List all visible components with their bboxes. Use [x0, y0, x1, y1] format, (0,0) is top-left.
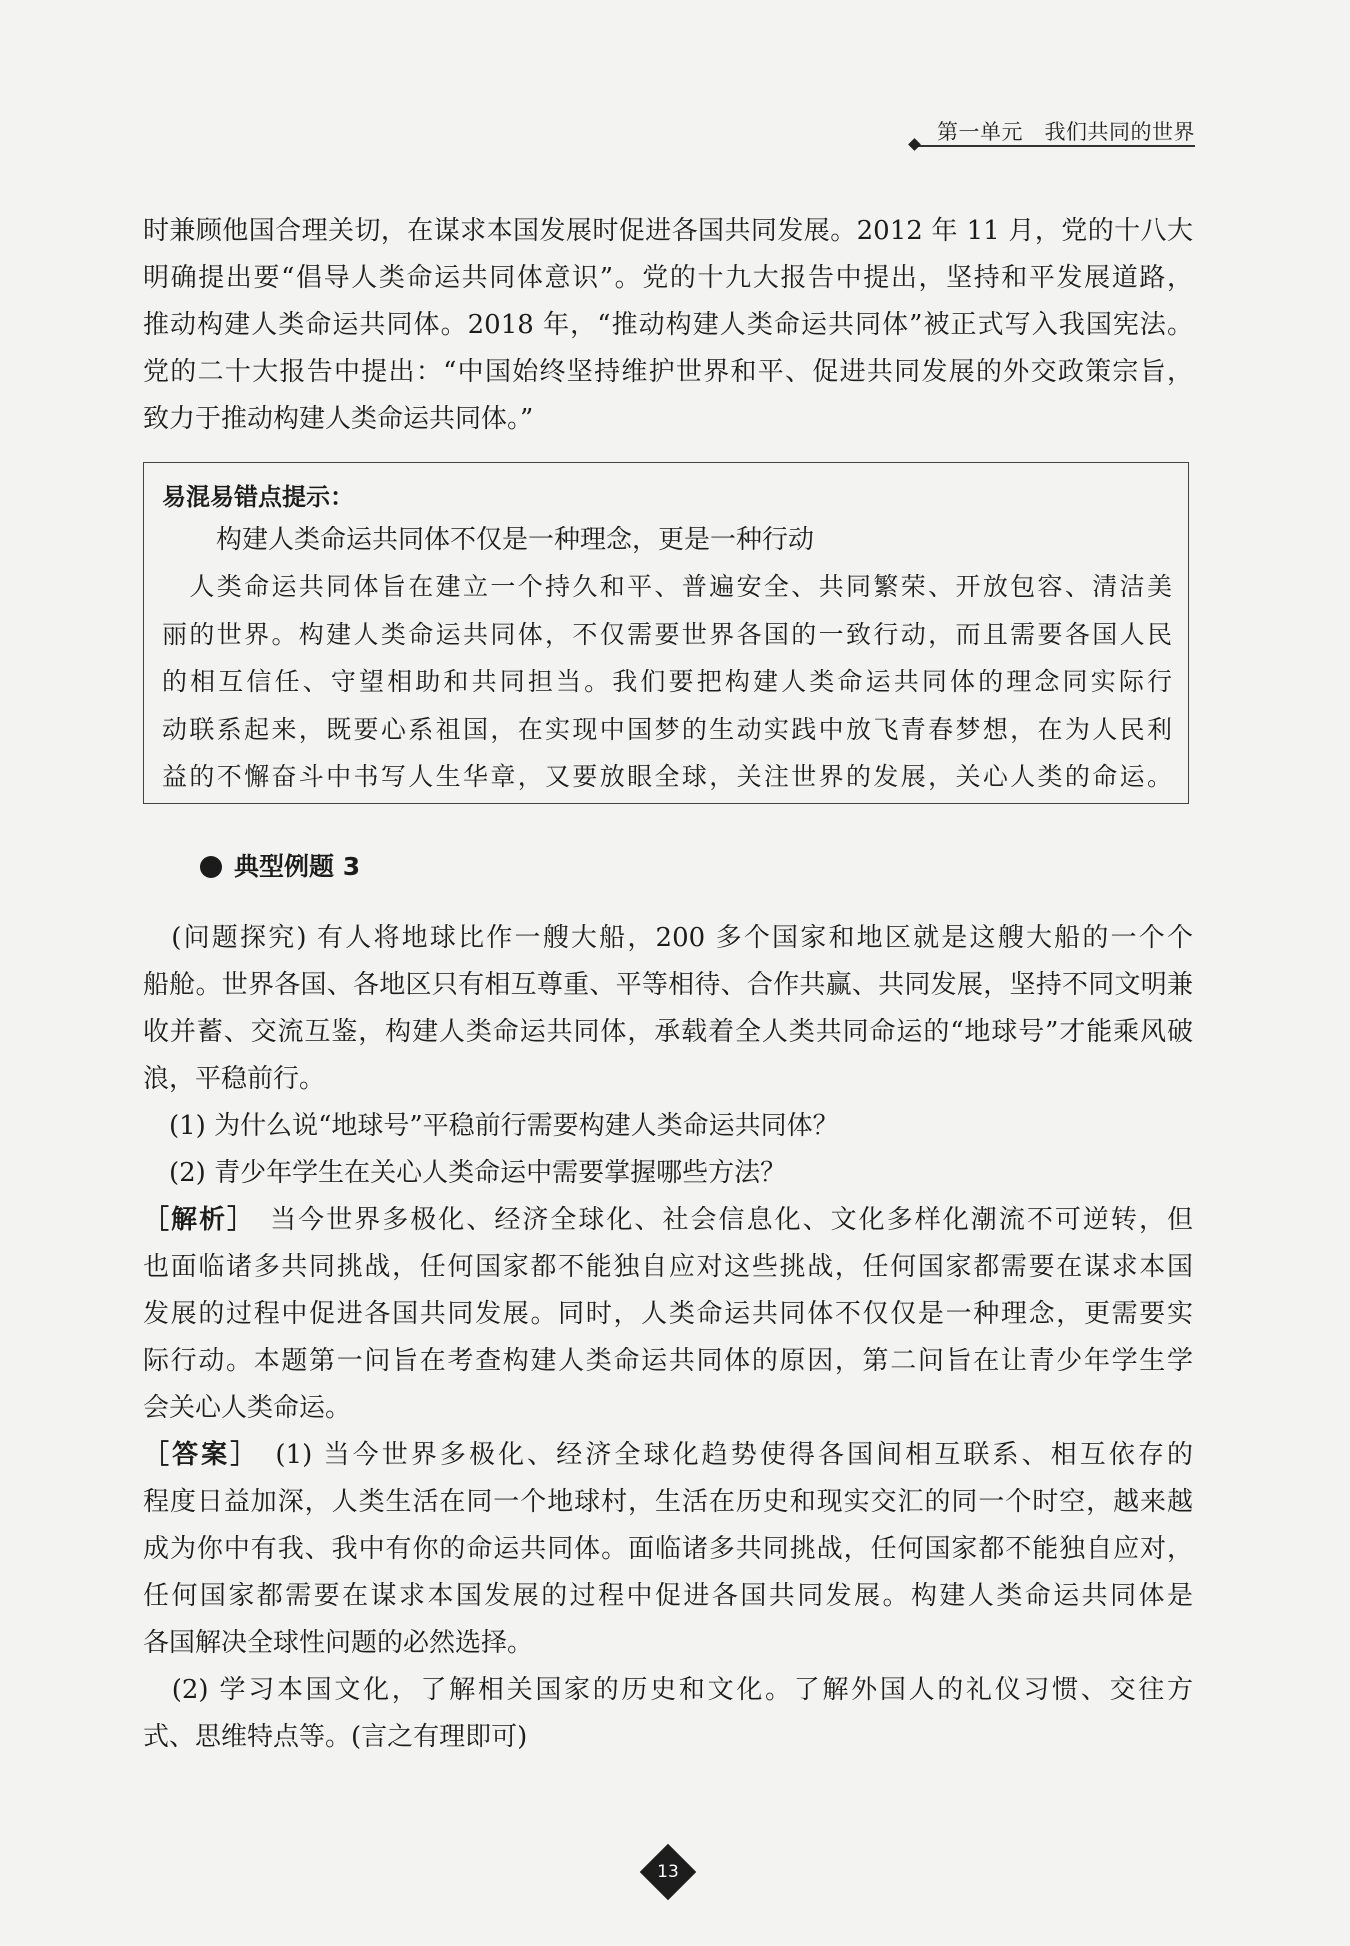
- text-line: 各国解决全球性问题的必然选择。: [143, 1628, 534, 1658]
- analysis-first-line: [143, 1197, 1193, 1244]
- example-body: [143, 915, 1193, 1761]
- answer-first-line: [143, 1432, 1193, 1479]
- text-line: 任何国家都需要在谋求本国发展的过程中促进各国共同发展。构建人类命运共同体是: [143, 1581, 1193, 1611]
- answer-tag: ［答案］: [143, 1440, 247, 1470]
- bullet-dot-icon: [200, 856, 222, 878]
- text-line: 际行动。本题第一问旨在考查构建人类命运共同体的原因，第二问旨在让青少年学生学: [143, 1346, 1193, 1376]
- answer-text: (1) 当今世界多极化、经济全球化趋势使得各国间相互联系、相互依存的: [246, 1440, 1193, 1470]
- tip-subtitle: 构建人类命运共同体不仅是一种理念，更是一种行动: [216, 525, 815, 555]
- text-line: 时兼顾他国合理关切，在谋求本国发展时促进各国共同发展。2012 年 11 月，党的十八大: [143, 216, 1193, 246]
- text-line: 船舱。世界各国、各地区只有相互尊重、平等相待、合作共赢、共同发展，坚持不同文明兼: [143, 970, 1193, 1000]
- text-line: 丽的世界。构建人类命运共同体，不仅需要世界各国的一致行动，而且需要各国人民: [162, 619, 1172, 649]
- text-line: 人类命运共同体旨在建立一个持久和平、普遍安全、共同繁荣、开放包容、清洁美: [162, 572, 1172, 601]
- text-line: 式、思维特点等。(言之有理即可): [143, 1722, 528, 1752]
- text-line: 党的二十大报告中提出：“中国始终坚持维护世界和平、促进共同发展的外交政策宗旨，: [143, 357, 1193, 387]
- text-line: 益的不懈奋斗中书写人生华章，又要放眼全球，关注世界的发展，关心人类的命运。: [162, 762, 1172, 791]
- tip-body: [162, 563, 1172, 801]
- intro-paragraph: [143, 208, 1193, 443]
- question-2: (2) 青少年学生在关心人类命运中需要掌握哪些方法？: [143, 1158, 787, 1188]
- text-line: 的相互信任、守望相助和共同担当。我们要把构建人类命运共同体的理念同实际行: [162, 667, 1172, 696]
- tip-title: 易混易错点提示：: [162, 483, 354, 511]
- text-line: 收并蓄、交流互鉴，构建人类命运共同体，承载着全人类共同命运的“地球号”才能乘风破: [143, 1017, 1193, 1047]
- analysis-text: 当今世界多极化、经济全球化、社会信息化、文化多样化潮流不可逆转，但: [242, 1205, 1193, 1235]
- question-1: (1) 为什么说“地球号”平稳前行需要构建人类命运共同体？: [143, 1111, 839, 1141]
- text-line: 程度日益加深，人类生活在同一个地球村，生活在历史和现实交汇的同一个时空，越来越: [143, 1487, 1193, 1517]
- page-number: 13: [657, 1862, 679, 1882]
- analysis-tag: ［解析］: [143, 1205, 243, 1235]
- text-line: 成为你中有我、我中有你的命运共同体。面临诸多共同挑战，任何国家都不能独自应对，: [143, 1534, 1193, 1564]
- text-line: 致力于推动构建人类命运共同体。”: [143, 404, 534, 434]
- text-line: 会关心人类命运。: [143, 1393, 352, 1423]
- running-header-title: 第一单元 我们共同的世界: [937, 120, 1195, 144]
- header-diamond-icon: [908, 138, 921, 151]
- text-line: 动联系起来，既要心系祖国，在实现中国梦的生动实践中放飞青春梦想，在为人民利: [162, 714, 1172, 744]
- text-line: 也面临诸多共同挑战，任何国家都不能独自应对这些挑战，任何国家都需要在谋求本国: [143, 1252, 1193, 1282]
- text-line: 发展的过程中促进各国共同发展。同时，人类命运共同体不仅仅是一种理念，更需要实: [143, 1299, 1193, 1329]
- text-line: 推动构建人类命运共同体。2018 年，“推动构建人类命运共同体”被正式写入我国宪法。: [143, 310, 1193, 340]
- text-line: (2) 学习本国文化，了解相关国家的历史和文化。了解外国人的礼仪习惯、交往方: [143, 1675, 1193, 1705]
- text-line: 明确提出要“倡导人类命运共同体意识”。党的十九大报告中提出，坚持和平发展道路，: [143, 263, 1193, 293]
- text-line: (问题探究) 有人将地球比作一艘大船，200 多个国家和地区就是这艘大船的一个个: [143, 923, 1193, 953]
- text-line: 浪，平稳前行。: [143, 1064, 326, 1094]
- running-header: [910, 116, 1195, 152]
- example-heading-label: 典型例题 3: [234, 852, 361, 881]
- header-rule: [918, 145, 1195, 147]
- tip-box: [143, 462, 1189, 804]
